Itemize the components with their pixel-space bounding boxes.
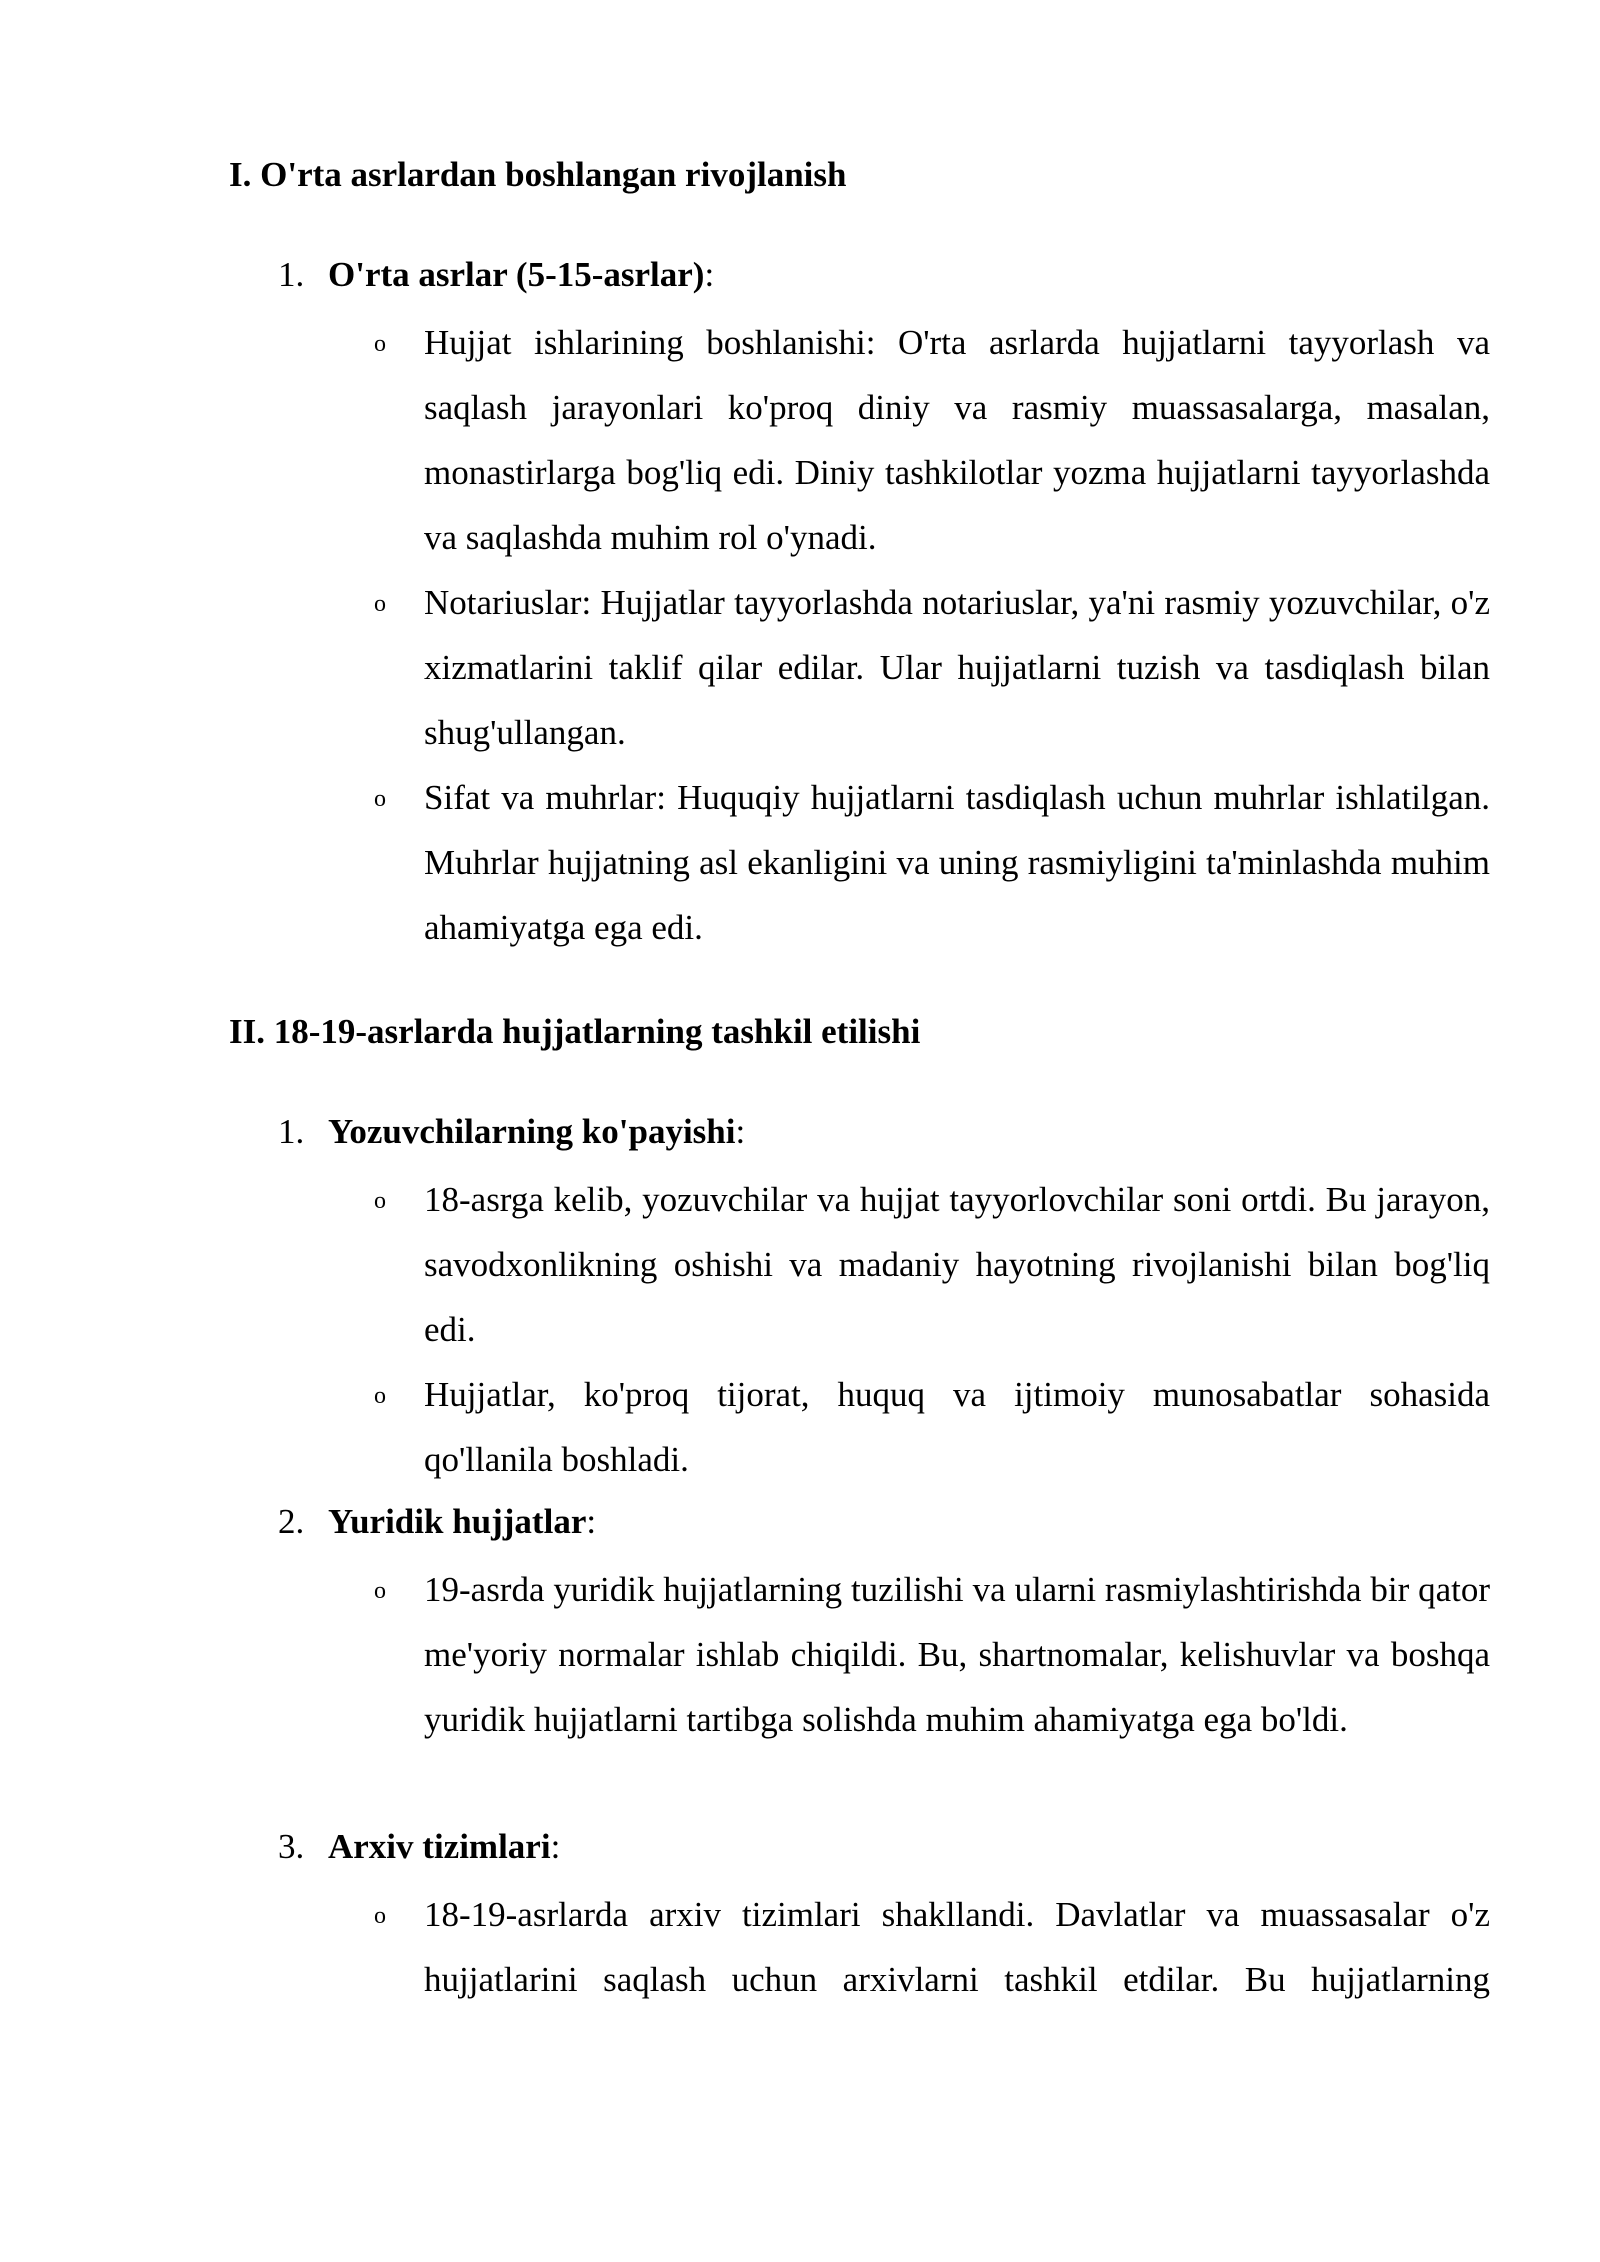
numbered-item-2-3 — [278, 1827, 560, 1867]
bullet-marker: o — [374, 1903, 386, 1929]
item-number: 3. — [278, 1827, 305, 1866]
bullet-paragraph: Sifat va muhrlar: Huquqiy hujjatlarni tasdiqlash uchun muhrlar ishlatilgan. Muhrlar hujjatning asl ekanligini va uning rasmiyligini ta'minlashda muhim ahamiyatga ega edi. — [424, 778, 1490, 947]
bullet-marker: o — [374, 1188, 386, 1214]
bullet-marker: o — [374, 1578, 386, 1604]
bullet-marker: o — [374, 1383, 386, 1409]
item-title: Arxiv tizimlari — [328, 1827, 551, 1866]
item-colon: : — [586, 1502, 597, 1541]
numbered-item-2-1 — [278, 1112, 745, 1152]
bullet-paragraph: 19-asrda yuridik hujjatlarning tuzilishi va ularni rasmiylashtirishda bir qator me'yoriy normalar ishlab chiqildi. Bu, shartnomalar, kelishuvlar va boshqa yuridik hujjatlarni tartibga solishda muhim ahamiyatga ega bo'ldi. — [424, 1570, 1490, 1739]
section-heading-1: I. O'rta asrlardan boshlangan rivojlanish — [229, 155, 847, 194]
numbered-item-2-2 — [278, 1502, 596, 1542]
item-colon: : — [550, 1827, 561, 1866]
bullet-paragraph: Hujjat ishlarining boshlanishi: O'rta asrlarda hujjatlarni tayyorlash va saqlash jarayonlari ko'proq diniy va rasmiy muassasalarga, masalan, monastirlarga bog'liq edi. Diniy tashkilotlar yozma hujjatlarni tayyorlashda va saqlashda muhim rol o'ynadi. — [424, 323, 1490, 557]
item-title: Yuridik hujjatlar — [328, 1502, 587, 1541]
bullet-paragraph: Hujjatlar, ko'proq tijorat, huquq va ijtimoiy munosabatlar sohasida qo'llanila boshladi. — [424, 1375, 1490, 1479]
item-colon: : — [704, 255, 715, 294]
item-number: 1. — [278, 1112, 305, 1151]
bullet-paragraph: Notariuslar: Hujjatlar tayyorlashda notariuslar, ya'ni rasmiy yozuvchilar, o'z xizmatlarini taklif qilar edilar. Ular hujjatlarni tuzish va tasdiqlash bilan shug'ullangan. — [424, 583, 1490, 752]
item-colon: : — [735, 1112, 746, 1151]
section-heading-2: II. 18-19-asrlarda hujjatlarning tashkil etilishi — [229, 1012, 921, 1051]
item-title: Yozuvchilarning ko'payishi — [328, 1112, 736, 1151]
item-number: 2. — [278, 1502, 305, 1541]
item-number: 1. — [278, 255, 305, 294]
bullet-marker: o — [374, 786, 386, 812]
bullet-paragraph: 18-19-asrlarda arxiv tizimlari shakllandi. Davlatlar va muassasalar o'z hujjatlarini saqlash uchun arxivlarni tashkil etdilar. Bu hujjatlarning — [424, 1895, 1490, 1999]
bullet-marker: o — [374, 331, 386, 357]
item-title: O'rta asrlar (5-15-asrlar) — [328, 255, 705, 294]
bullet-paragraph: 18-asrga kelib, yozuvchilar va hujjat tayyorlovchilar soni ortdi. Bu jarayon, savodxonlikning oshishi va madaniy hayotning rivojlanishi bilan bog'liq edi. — [424, 1180, 1490, 1349]
numbered-item-1-1 — [278, 255, 714, 295]
bullet-marker: o — [374, 591, 386, 617]
